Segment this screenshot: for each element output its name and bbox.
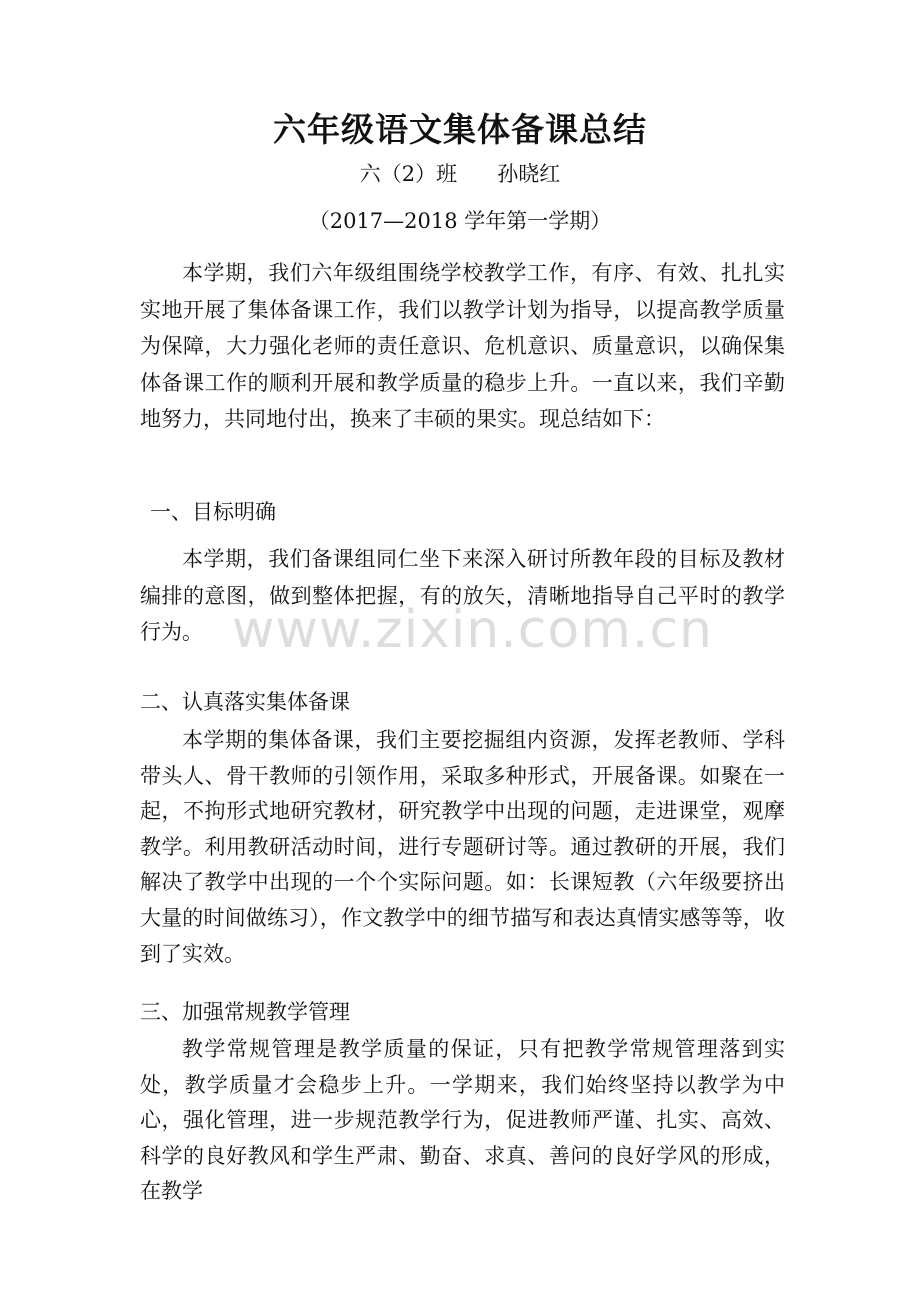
intro-paragraph: 本学期，我们六年级组围绕学校教学工作，有序、有效、扎扎实实地开展了集体备课工作，我们以教学计划为指导，以提高教学质量为保障，大力强化老师的责任意识、危机意识、质量意识，以确保集体备课工作的顺利开展和教学质量的稳步上升。一直以来，我们辛勤地努力，共同地付出，换来了丰硕的果实。现总结如下： <box>140 261 785 431</box>
section-paragraph-2: 本学期的集体备课，我们主要挖掘组内资源，发挥老教师、学科带头人、骨干教师的引领作用，采取多种形式，开展备课。如聚在一起，不拘形式地研究教材，研究教学中出现的问题，走进课堂，观摩教学。利用教研活动时间，进行专题研讨等。通过教研的开展，我们解决了教学中出现的一个个实际问题。如：长课短教（六年级要挤出大量的时间做练习），作文教学中的细节描写和表达真情实感等等，收到了实效。 <box>140 728 785 966</box>
section-paragraph-3: 教学常规管理是教学质量的保证，只有把教学常规管理落到实处，教学质量才会稳步上升。一学期来，我们始终坚持以教学为中心，强化管理，进一步规范教学行为，促进教师严谨、扎实、高效、科学的良好教风和学生严肃、勤奋、求真、善问的良好学风的形成，在教学 <box>140 1037 785 1204</box>
watermark: www.zixin.com.cn <box>232 600 713 660</box>
term-line: （2017—2018 学年第一学期） <box>308 209 612 233</box>
section-heading-1: 一、目标明确 <box>150 500 276 524</box>
author-line: 六（2）班 孙晓红 <box>359 162 561 186</box>
section-heading-3: 三、加强常规教学管理 <box>140 1000 350 1024</box>
document-title: 六年级语文集体备课总结 <box>273 110 647 149</box>
section-paragraph-1: 本学期，我们备课组同仁坐下来深入研讨所教年段的目标及教材编排的意图，做到整体把握，有的放矢，清晰地指导自己平时的教学行为。 <box>140 547 785 644</box>
section-heading-2: 二、认真落实集体备课 <box>140 690 350 714</box>
